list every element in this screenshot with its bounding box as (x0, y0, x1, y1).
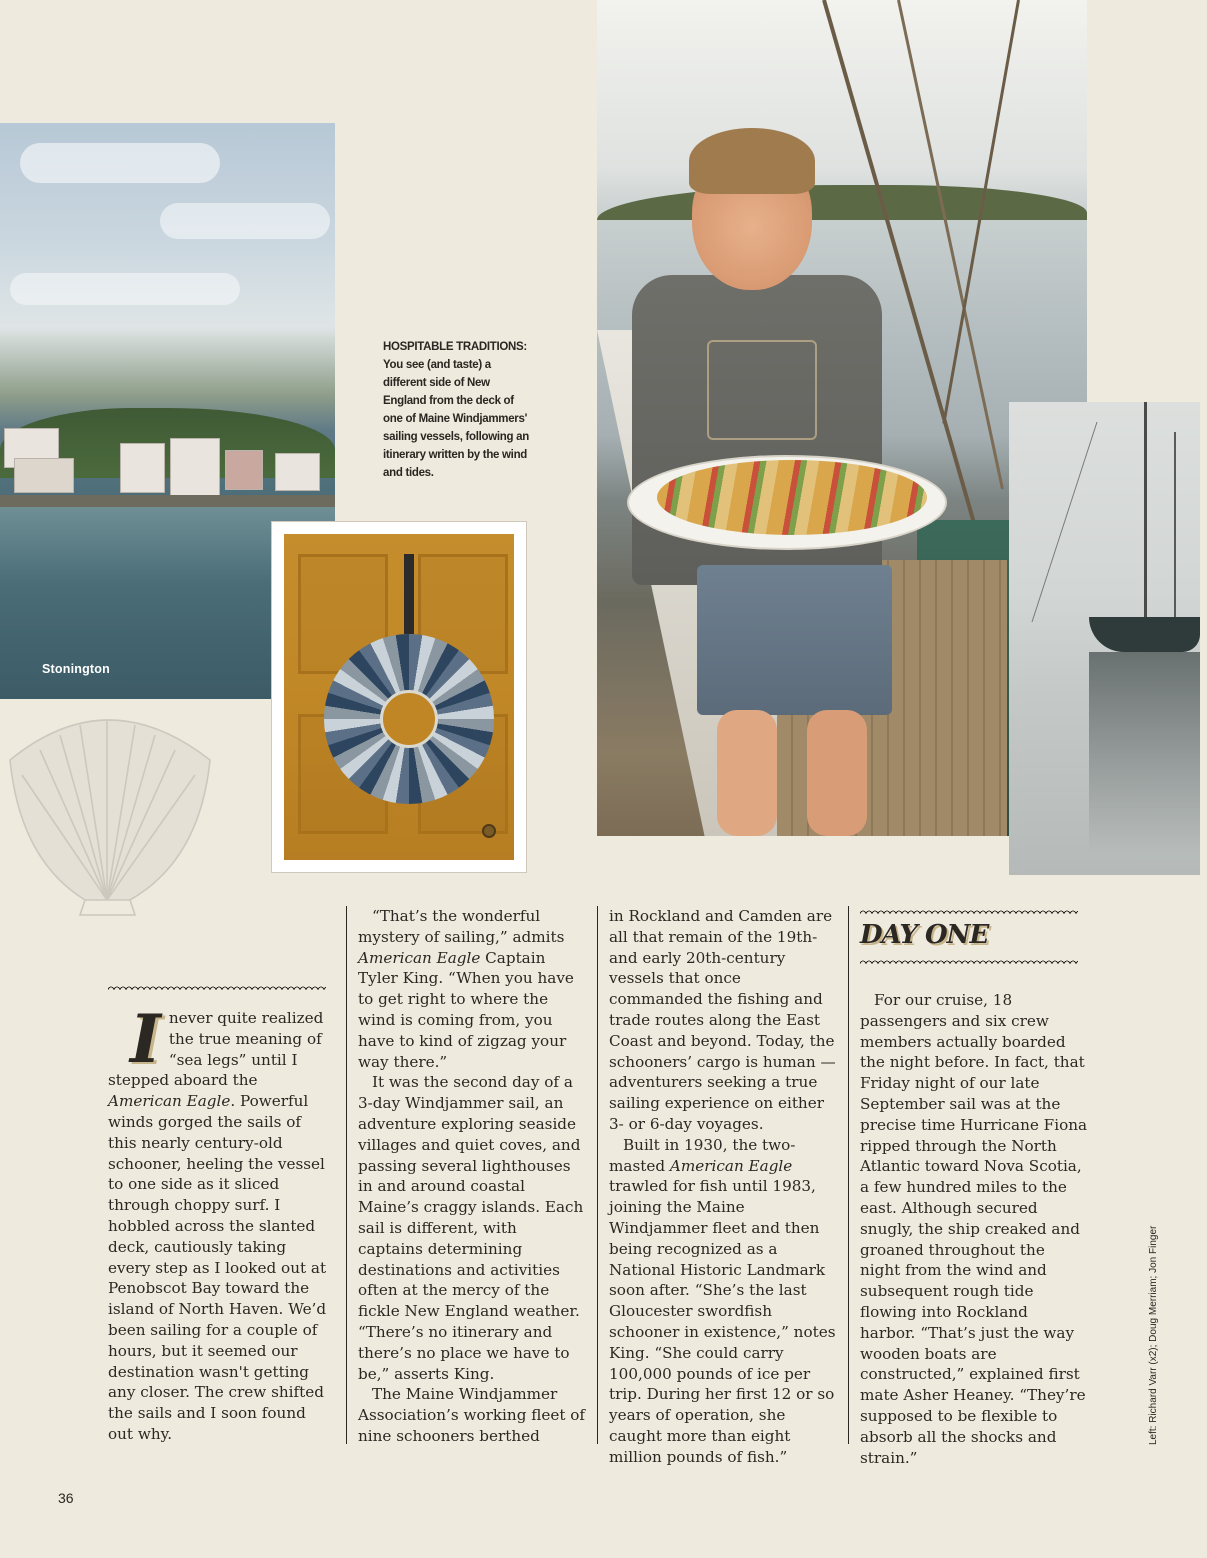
photo-label-stonington: Stonington (42, 662, 110, 676)
schooner-in-fog-photo (1009, 402, 1200, 875)
column-divider-2 (597, 906, 598, 1444)
drop-cap: I (130, 1000, 161, 1078)
article-column-2 (358, 906, 586, 1447)
photo-caption (383, 338, 533, 482)
article-column-1 (108, 1000, 328, 1445)
col2-p3: The Maine Windjammer Association’s working fleet of nine schooners berthed (358, 1385, 586, 1445)
col1-lead: never quite realized the true meaning of “sea legs” until I stepped aboard the (108, 1009, 324, 1090)
column-divider-1 (346, 906, 347, 1444)
col2-ship-name: American Eagle (358, 948, 481, 967)
scallop-shell-icon (0, 700, 215, 920)
col3-p1: in Rockland and Camden are all that remain of the 19th- and early 20th-century vessels that once commanded the fishing and trade routes along the East Coast and beyond. Today, the schooners’ cargo is human — adventurers seeking a true sailing experience on either 3- or 6-day voyages. (609, 907, 836, 1133)
buoy-wreath-door-photo (272, 522, 526, 872)
col2-p2: It was the second day of a 3-day Windjammer sail, an adventure exploring seaside villages and quiet coves, and passing several lighthouses in and around coastal Maine’s craggy islands. Each sail is different, with captains determining destinations and activities often at the mercy of the fickle New England weather. “There’s no itinerary and there’s no place we have to be,” asserts King. (358, 1073, 584, 1383)
col3-ship-name: American Eagle (669, 1156, 793, 1175)
article-column-4 (860, 990, 1088, 1468)
stonington-harbor-photo (0, 123, 335, 676)
section-heading-day-one: DAY ONE (860, 920, 989, 950)
caption-text: You see (and taste) a different side of New England from the deck of one of Maine Windjammers' sailing vessels, following an itinerary written by the wind and tides. (383, 359, 529, 479)
col2-p1-b: Captain Tyler King. “When you have to get right to where the wind is coming from, you have to kind of zigzag your way there.” (358, 948, 574, 1071)
page-number: 36 (58, 1490, 74, 1506)
article-column-3 (609, 906, 839, 1468)
col1-ship-name: American Eagle (108, 1092, 231, 1111)
caption-heading: HOSPITABLE TRADITIONS: (383, 341, 527, 353)
column-top-rule-1 (108, 986, 326, 994)
photo-credit: Left: Richard Varr (x2); Doug Merriam; Jon Finger (1148, 1225, 1159, 1445)
section-rule-top (860, 910, 1078, 918)
col3-p2-b: trawled for fish until 1983, joining the Maine Windjammer fleet and then being recognized as a National Historic Landmark soon after. “She’s the last Gloucester swordfish schooner in existence,” notes King. “She could carry 100,000 pounds of ice per trip. During her first 12 or so years of operation, she caught more than eight million pounds of fish.” (609, 1177, 836, 1466)
col2-p1-a: “That’s the wonderful mystery of sailing,” admits (358, 907, 565, 946)
column-divider-3 (848, 906, 849, 1444)
col1-rest: . Powerful winds gorged the sails of this nearly century-old schooner, heeling the vessel to one side as it sliced through choppy surf. I hobbled across the slanted deck, cautiously taking every step as I looked out at Penobscot Bay toward the island of North Haven. We’d been sailing for a couple of hours, but it seemed our destination wasn't getting any closer. The crew shifted the sails and I soon found out why. (108, 1092, 327, 1443)
section-rule-bottom (860, 960, 1078, 968)
col3-p2-a: Built in 1930, the two-masted (609, 1135, 796, 1175)
col4-p1: For our cruise, 18 passengers and six crew members actually boarded the night before. In fact, that Friday night of our late September sail was at the precise time Hurricane Fiona ripped through the North Atlantic toward Nova Scotia, a few hundred miles to the east. Although secured snugly, the ship creaked and groaned throughout the night from the wind and subsequent rough tide flowing into Rockland harbor. “That’s just the way wooden boats are constructed,” explained first mate Asher Heaney. “They’re supposed to be flexible to absorb all the shocks and strain.” (860, 991, 1088, 1467)
